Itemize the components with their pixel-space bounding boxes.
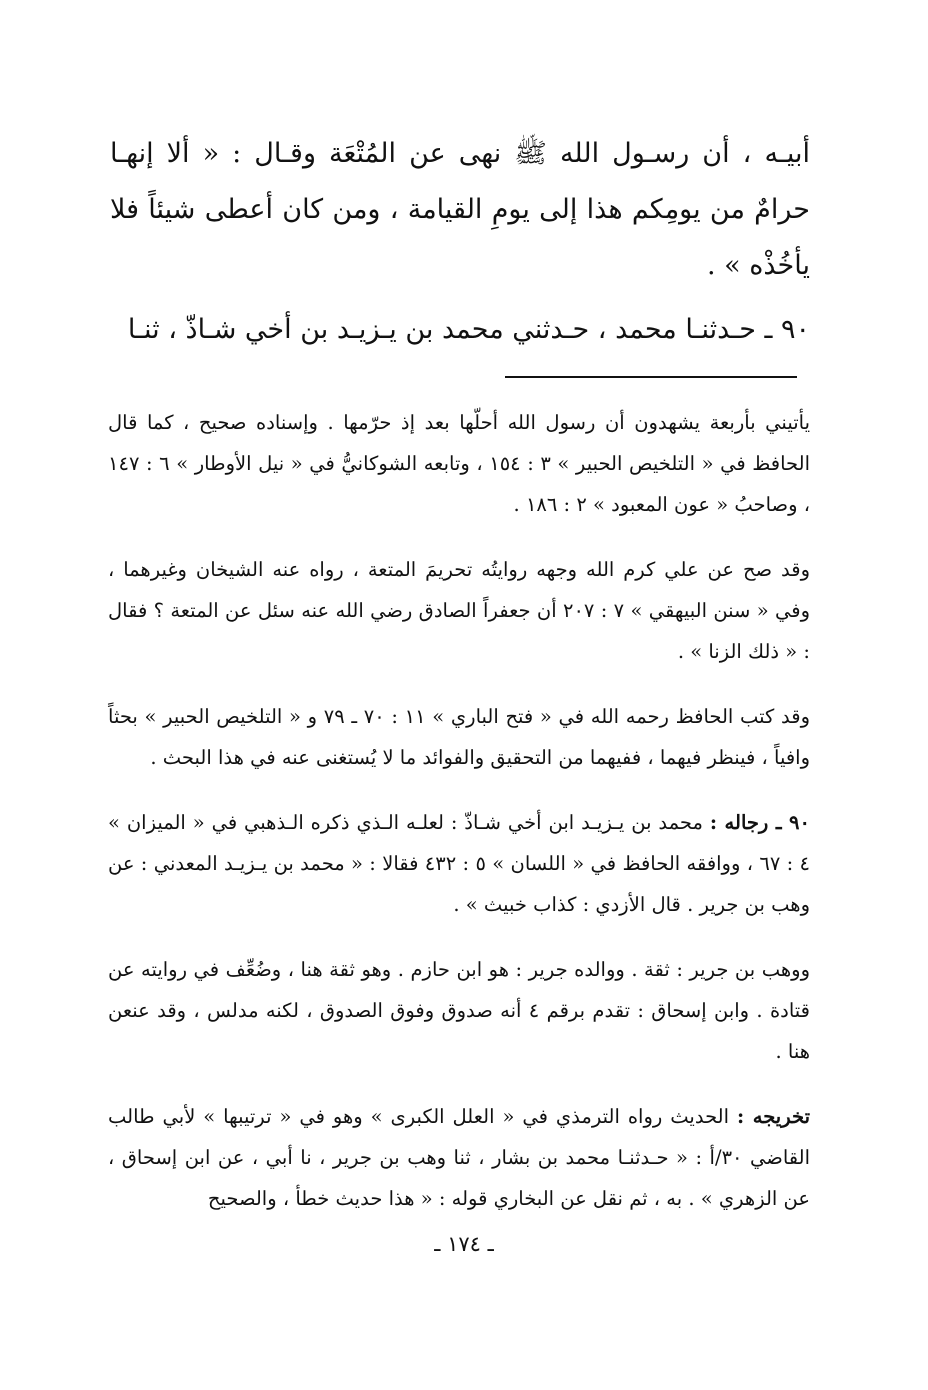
- hadith-90-opening: ٩٠ ـ حـدثنـا محمد ، حـدثني محمد بن يـزيـد بن أخي شـاذّ ، ثنـا: [127, 314, 810, 345]
- footnote-takhrij: [108, 1096, 810, 1219]
- main-text: [110, 126, 810, 358]
- takhrij-heading: تخريجه :: [737, 1105, 810, 1128]
- footnote-paragraph: ووهب بن جرير : ثقة . ووالده جرير : هو ابن حازم . وهو ثقة هنا ، وضُعِّف في روايته عن قتادة . وابن إسحاق : تقدم برقم ٤ أنه صدوق وفوق الصدوق ، لكنه مدلس ، وقد عنعن هنا .: [108, 958, 811, 1063]
- footnote-paragraph: وقد صح عن علي كرم الله وجهه روايتُه تحريمَ المتعة ، رواه عنه الشيخان وغيرهما ، وفي « سنن البيهقي » ٧ : ٢٠٧ أن جعفراً الصادق رضي الله عنه سئل عن المتعة ؟ فقال : « ذلك الزنا » .: [108, 558, 810, 663]
- narrators-heading: ٩٠ ـ رجاله :: [709, 811, 810, 834]
- narrators-text: محمد بن يـزيـد ابن أخي شـاذّ : لعلـه الـذي ذكره الـذهبي في « الميزان » ٤ : ٦٧ ، ووافقه الحافظ في « اللسان » ٥ : ٤٣٢ فقالا : « محمد بن يـزيـد المعدني : عن وهب بن جرير . قال الأزدي : كذاب خبيث » .: [108, 811, 811, 916]
- footnote-separator: [505, 376, 797, 378]
- footnote-narrators: [108, 802, 810, 925]
- page-number: ـ ١٧٤ ـ: [434, 1232, 494, 1256]
- footnote-paragraph: وقد كتب الحافظ رحمه الله في « فتح الباري » ١١ : ٧٠ ـ ٧٩ و « التلخيص الحبير » بحثاً وافياً ، فينظر فيهما ، ففيهما من التحقيق والفوائد ما لا يُستغنى عنه في هذا البحث .: [108, 705, 811, 769]
- footnote-paragraph: يأتيني بأربعة يشهدون أن رسول الله أحلّها بعد إذ حرّمها . وإسناده صحيح ، كما قال الحافظ في « التلخيص الحبير » ٣ : ١٥٤ ، وتابعه الشوكانيُّ في « نيل الأوطار » ٦ : ١٤٧ ، وصاحبُ « عون المعبود » ٢ : ١٨٦ .: [108, 411, 810, 516]
- takhrij-text: الحديث رواه الترمذي في « العلل الكبرى » وهو في « ترتيبها » لأبي طالب القاضي ٣٠/أ : « حـدثنـا محمد بن بشار ، ثنا وهب بن جرير ، نا أبي ، عن ابن إسحاق ، عن الزهري » . به ، ثم نقل عن البخاري قوله : « هذا حديث خطأ ، والصحيح: [108, 1105, 810, 1210]
- footnotes: [108, 402, 810, 1243]
- main-paragraph: أبيـه ، أن رسـول الله ﷺ نهى عن المُتْعَة وقـال : « ألا إنهـا حرامٌ من يومِكم هذا إلى يومِ القيامة ، ومن كان أعطى شيئاً فلا يأخُذْه » .: [110, 138, 810, 281]
